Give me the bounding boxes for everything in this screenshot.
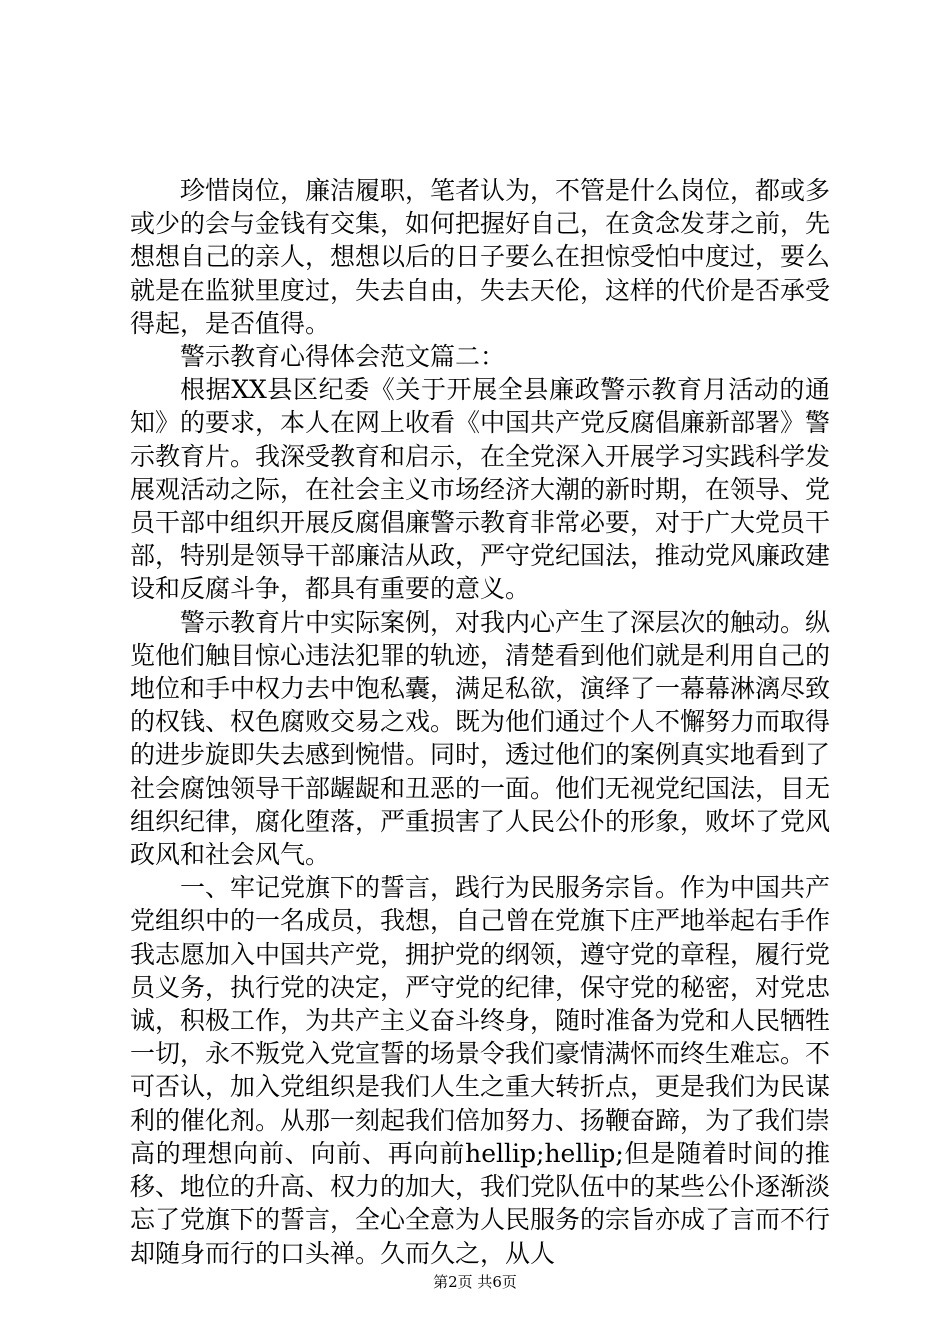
section-heading: 警示教育心得体会范文篇二：: [180, 342, 506, 372]
paragraph: 珍惜岗位，廉洁履职，笔者认为，不管是什么岗位，都或多或少的会与金钱有交集，如何把握好自己，在贪念发芽之前，先想想自己的亲人，想想以后的日子要么在担惊受怕中度过，要么就是在监狱里度过，失去自由，失去天伦，这样的代价是否承受得起，是否值得。: [130, 176, 831, 338]
paragraph: 根据XX县区纪委《关于开展全县廉政警示教育月活动的通知》的要求，本人在网上收看《中国共产党反腐倡廉新部署》警示教育片。我深受教育和启示，在全党深入开展学习实践科学发展观活动之际，在社会主义市场经济大潮的新时期，在领导、党员干部中组织开展反腐倡廉警示教育非常必要，对于广大党员干部，特别是领导干部廉洁从政，严守党纪国法，推动党风廉政建设和反腐斗争，都具有重要的意义。: [130, 375, 831, 604]
paragraph: 警示教育片中实际案例，对我内心产生了深层次的触动。纵览他们触目惊心违法犯罪的轨迹，清楚看到他们就是利用自己的地位和手中权力去中饱私囊，满足私欲，演绎了一幕幕淋漓尽致的权钱、权色腐败交易之戏。既为他们通过个人不懈努力而取得的进步旋即失去感到惋惜。同时，透过他们的案例真实地看到了社会腐蚀领导干部龌龊和丑恶的一面。他们无视党纪国法，目无组织纪律，腐化堕落，严重损害了人民公仆的形象，败坏了党风政风和社会风气。: [130, 607, 831, 870]
document-body: [130, 174, 830, 1270]
paragraph: 一、牢记党旗下的誓言，践行为民服务宗旨。作为中国共产党组织中的一名成员，我想，自己曾在党旗下庄严地举起右手作我志愿加入中国共产党，拥护党的纲领，遵守党的章程，履行党员义务，执行党的决定，严守党的纪律，保守党的秘密，对党忠诚，积极工作，为共产主义奋斗终身，随时准备为党和人民牺牲一切，永不叛党入党宣誓的场景令我们豪情满怀而终生难忘。不可否认，加入党组织是我们人生之重大转折点，更是我们为民谋利的催化剂。从那一刻起我们倍加努力、扬鞭奋蹄，为了我们崇高的理想向前、向前、再向前hellip;hellip;但是随着时间的推移、地位的升高、权力的加大，我们党队伍中的某些公仆逐渐淡忘了党旗下的誓言，全心全意为人民服务的宗旨亦成了言而不行却随身而行的口头禅。久而久之，从人: [130, 873, 831, 1268]
page-footer: 第2页 共6页: [433, 1273, 517, 1291]
